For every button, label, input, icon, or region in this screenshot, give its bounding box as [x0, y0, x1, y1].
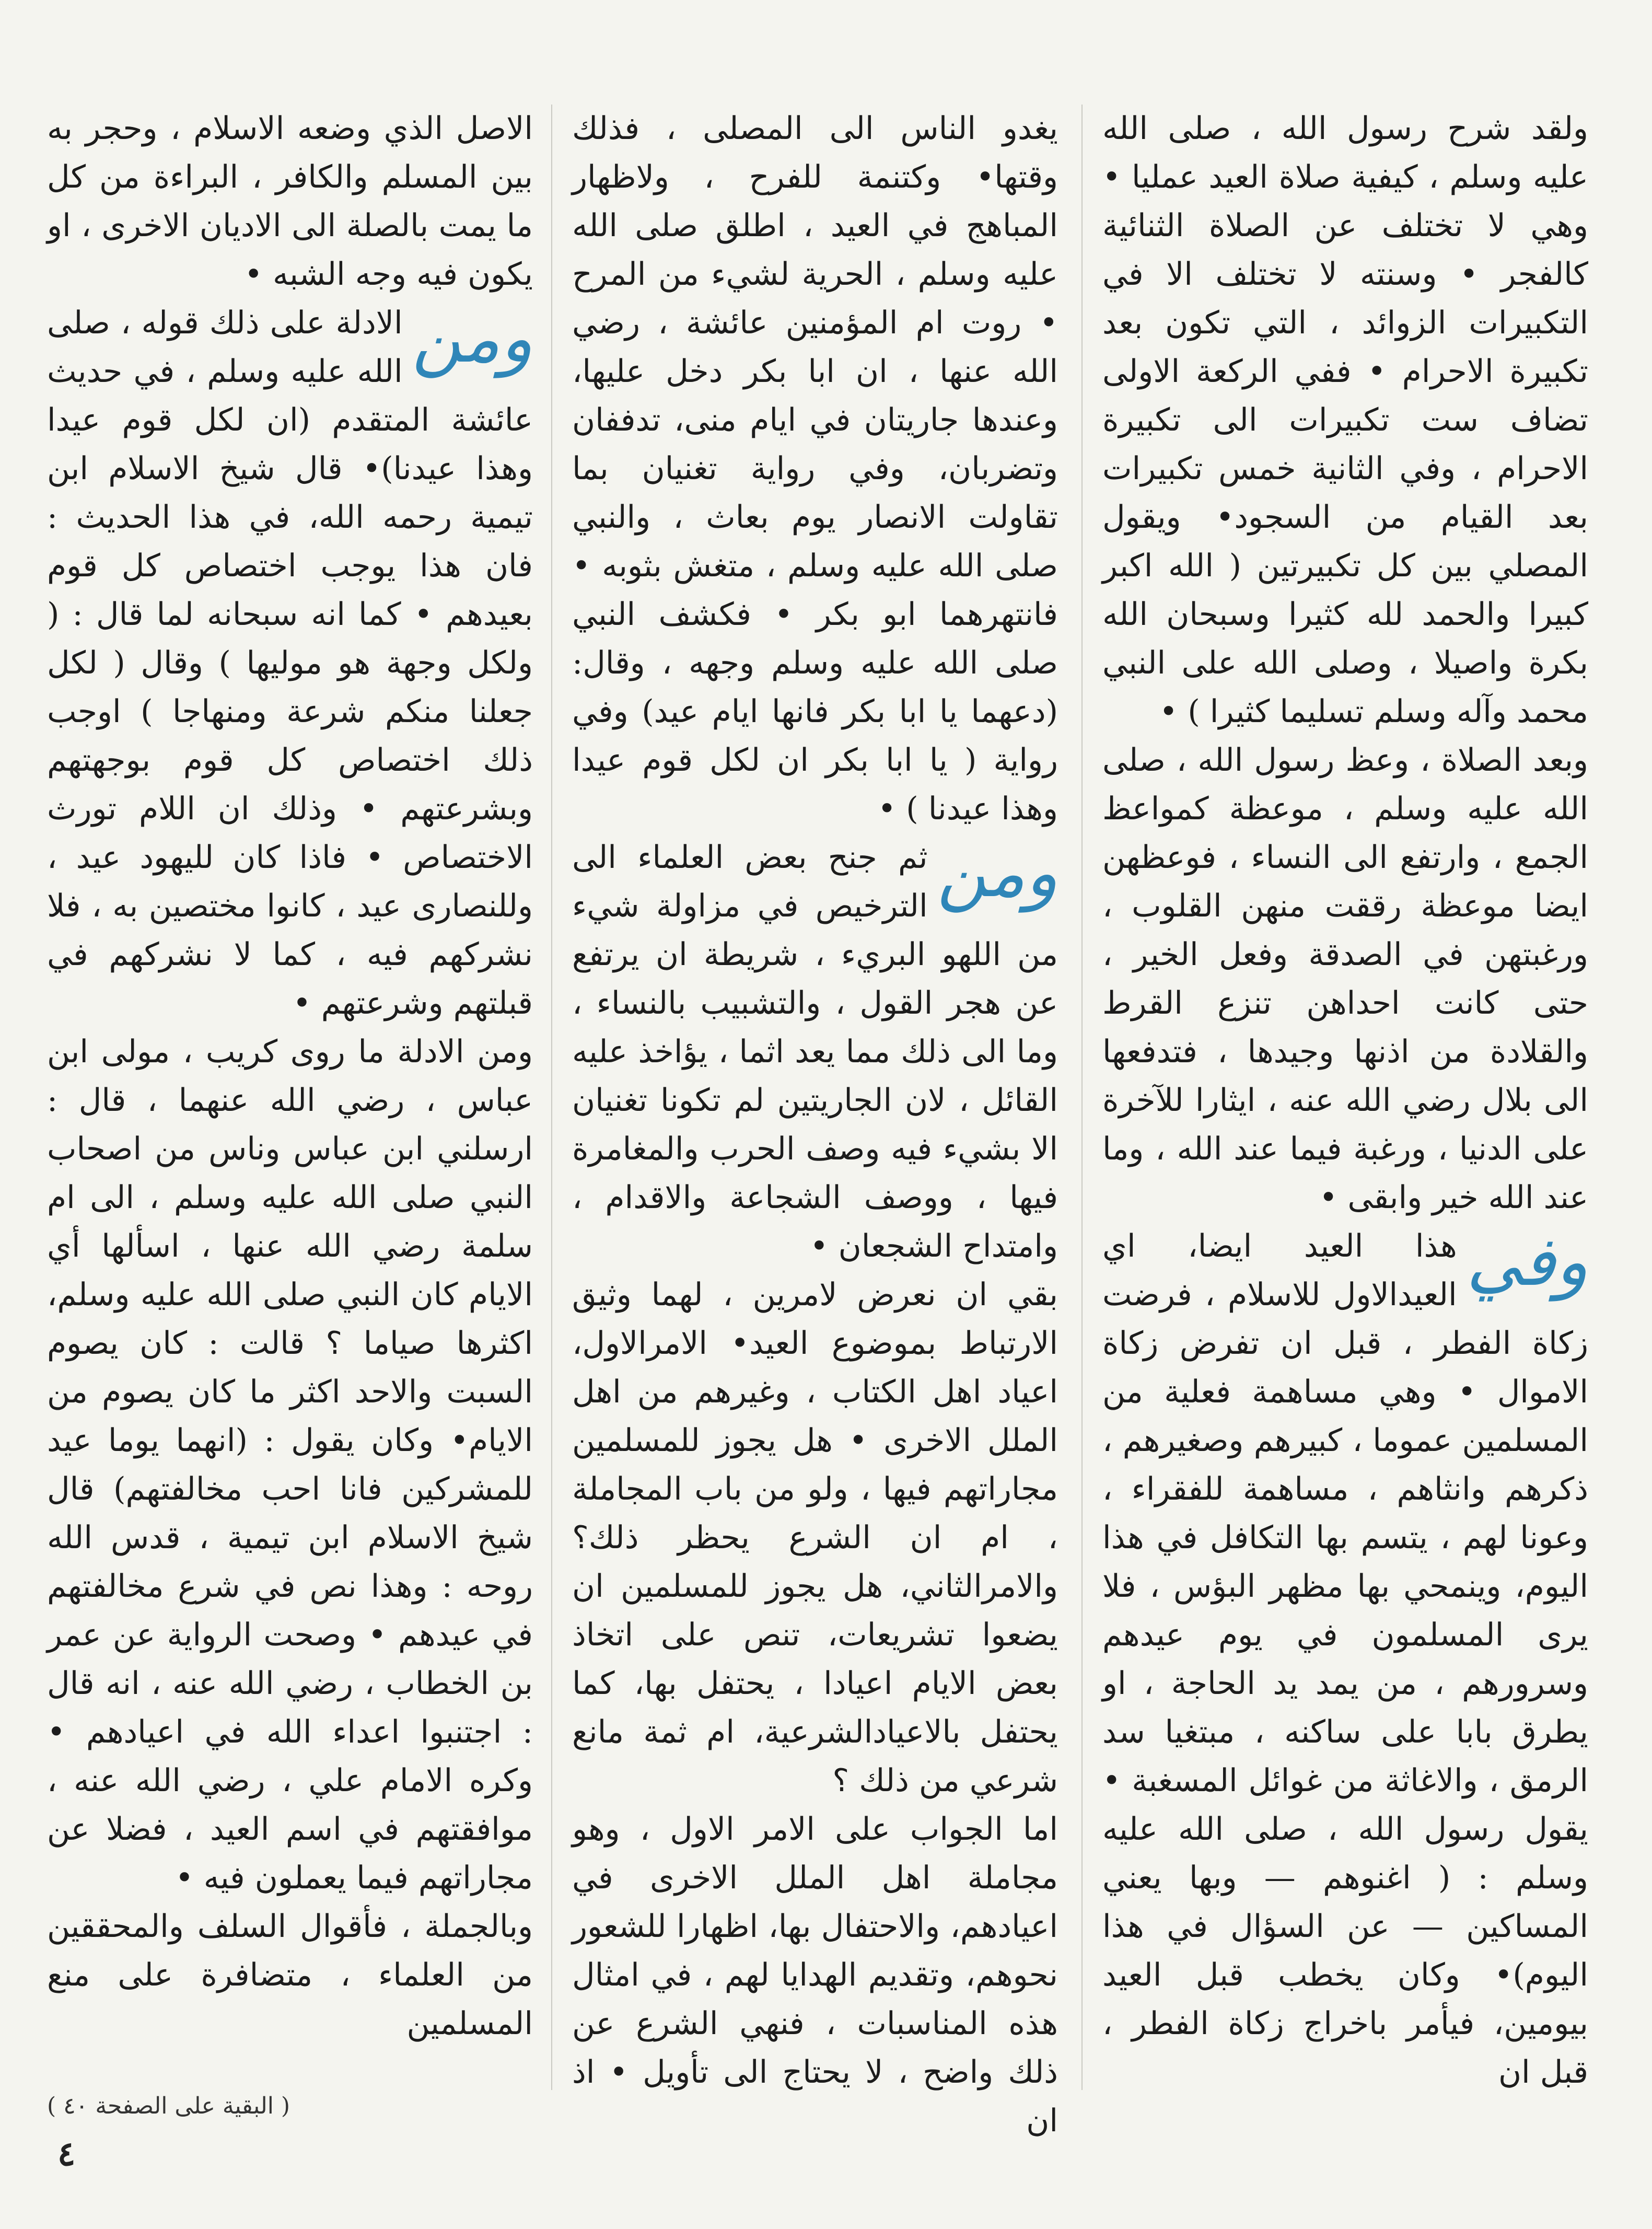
column-divider: [1081, 105, 1083, 2090]
paragraph: الاصل الذي وضعه الاسلام ، وحجر به بين المسلم والكافر ، البراءة من كل ما يمت بالصلة الى الاديان الاخرى ، او يكون فيه وجه الشبه •: [47, 110, 533, 293]
paragraph-text: هذا العيد ايضا، اي العيدالاول للاسلام ، فرضت زكاة الفطر ، قبل ان تفرض زكاة الاموال • وهي مساهمة فعلية من المسلمين عموما ، كبيرهم وصغيرهم ، ذكرهم وانثاهم ، مساهمة للفقراء ، وعونا لهم ، يتسم بها التكافل في هذا اليوم، وينمحي بها مظهر البؤس ، فلا يرى المسلمون في يوم عيدهم وسرورهم ، من يمد يد الحاجة ، او يطرق بابا على ساكنه ، مبتغيا سد الرمق ، والاغاثة من غوائل المسغبة • يقول رسول الله ، صلى الله عليه وسلم : ( اغنوهم — وبها يعني المساكين — عن السؤال في هذا اليوم)• وكان يخطب قبل العيد بيومين، فيأمر باخراج زكاة الفطر ، قبل ان: [1102, 1228, 1588, 2091]
drop-cap-word: ومن: [412, 298, 533, 378]
paragraph: [572, 833, 1058, 1271]
page-number: ٤: [57, 2134, 76, 2174]
paragraph-text: ثم جنح بعض العلماء الى الترخيص في مزاولة شيء من اللهو البريء ، شريطة ان يرتفع عن هجر القول ، والتشبيب بالنساء ، وما الى ذلك مما يعد اثما ، يؤاخذ عليه القائل ، لان الجاريتين لم تكونا تغنيان الا بشيء فيه وصف الحرب والمغامرة فيها ، ووصف الشجاعة والاقدام ، وامتداح الشجعان •: [572, 839, 1058, 1264]
article-column-left: [47, 105, 533, 2090]
paragraph-text: الادلة على ذلك قوله ، صلى الله عليه وسلم ، في حديث عائشة المتقدم (ان لكل قوم عيدا وهذا عيدنا)• قال شيخ الاسلام ابن تيمية رحمه الله، في هذا الحديث : فان هذا يوجب اختصاص كل قوم بعيدهم • كما انه سبحانه لما قال : ( ولكل وجهة هو موليها ) وقال ( لكل جعلنا منكم شرعة ومنهاجا ) اوجب ذلك اختصاص كل قوم بوجهتهم وبشرعتهم • وذلك ان اللام تورث الاختصاص • فاذا كان لليهود عيد ، وللنصارى عيد ، كانوا مختصين به ، فلا نشركهم فيه ، كما لا نشركهم في قبلتهم وشرعتهم •: [47, 305, 533, 1021]
article-column-right: [1102, 105, 1588, 2090]
paragraph: [1102, 1222, 1588, 2097]
paragraph: [47, 299, 533, 1028]
paragraph: اما الجواب على الامر الاول ، وهو مجاملة اهل الملل الاخرى في اعيادهم، والاحتفال بها، اظهارا للشعور نحوهم، وتقديم الهدايا لهم ، في امثال هذه المناسبات ، فنهي الشرع عن ذلك واضح ، لا يحتاج الى تأويل • اذ ان: [572, 1811, 1058, 2139]
paragraph: ولقد شرح رسول الله ، صلى الله عليه وسلم ، كيفية صلاة العيد عمليا • وهي لا تختلف عن الصلاة الثنائية كالفجر • وسنته لا تختلف الا في التكبيرات الزوائد ، التي تكون بعد تكبيرة الاحرام • ففي الركعة الاولى تضاف ست تكبيرات الى تكبيرة الاحرام ، وفي الثانية خمس تكبيرات بعد القيام من السجود• ويقول المصلي بين كل تكبيرتين ( الله اكبر كبيرا والحمد لله كثيرا وسبحان الله بكرة واصيلا ، وصلى الله على النبي محمد وآله وسلم تسليما كثيرا ) •: [1102, 110, 1588, 730]
drop-cap-word: وفي: [1466, 1222, 1588, 1301]
paragraph: وبعد الصلاة ، وعظ رسول الله ، صلى الله عليه وسلم ، موعظة كمواعظ الجمع ، وارتفع الى النساء ، فوعظهن ايضا موعظة رققت منهن القلوب ، ورغبتهن في الصدقة وفعل الخير ، حتى كانت احداهن تنزع القرط والقلادة من اذنها وجيدها ، فتدفعها الى بلال رضي الله عنه ، ايثارا للآخرة على الدنيا ، ورغبة فيما عند الله ، وما عند الله خير وابقى •: [1102, 742, 1588, 1216]
paragraph: بقي ان نعرض لامرين ، لهما وثيق الارتباط بموضوع العيد• الامرالاول، اعياد اهل الكتاب ، وغيرهم من اهل الملل الاخرى • هل يجوز للمسلمين مجاراتهم فيها ، ولو من باب المجاملة ، ام ان الشرع يحظر ذلك؟ والامرالثاني، هل يجوز للمسلمين ان يضعوا تشريعات، تنص على اتخاذ بعض الايام اعيادا ، يحتفل بها، كما يحتفل بالاعيادالشرعية، ام ثمة مانع شرعي من ذلك ؟: [572, 1276, 1058, 1799]
article-column-middle: [572, 105, 1058, 2139]
paragraph: وبالجملة ، فأقوال السلف والمحققين من العلماء ، متضافرة على منع المسلمين: [47, 1908, 533, 2042]
column-divider: [551, 105, 552, 2090]
continuation-note: ( البقية على الصفحة ٤٠ ): [47, 2093, 290, 2119]
paragraph: يغدو الناس الى المصلى ، فذلك وقتها• وكتنمة للفرح ، ولاظهار المباهج في العيد ، اطلق صلى الله عليه وسلم ، الحرية لشيء من المرح • روت ام المؤمنين عائشة ، رضي الله عنها ، ان ابا بكر دخل عليها، وعندها جاريتان في ايام منى، تدففان وتضربان، وفي رواية تغنيان بما تقاولت الانصار يوم بعاث ، والنبي صلى الله عليه وسلم ، متغش بثوبه • فانتهرهما ابو بكر • فكشف النبي صلى الله عليه وسلم وجهه ، وقال: (دعهما يا ابا بكر فانها ايام عيد) وفي رواية ( يا ابا بكر ان لكل قوم عيدا وهذا عيدنا ) •: [572, 110, 1058, 827]
paragraph: ومن الادلة ما روى كريب ، مولى ابن عباس ، رضي الله عنهما ، قال : ارسلني ابن عباس وناس من اصحاب النبي صلى الله عليه وسلم ، الى ام سلمة رضي الله عنها ، اسألها أي الايام كان النبي صلى الله عليه وسلم، اكثرها صياما ؟ قالت : كان يصوم السبت والاحد اكثر ما كان يصوم من الايام• وكان يقول : (انهما يوما عيد للمشركين فانا احب مخالفتهم) قال شيخ الاسلام ابن تيمية ، قدس الله روحه : وهذا نص في شرع مخالفتهم في عيدهم • وصحت الرواية عن عمر بن الخطاب ، رضي الله عنه ، انه قال : اجتنبوا اعداء الله في اعيادهم • وكره الامام علي ، رضي الله عنه ، موافقتهم في اسم العيد ، فضلا عن مجاراتهم فيما يعملون فيه •: [47, 1034, 533, 1896]
drop-cap-word: ومن: [937, 833, 1058, 912]
